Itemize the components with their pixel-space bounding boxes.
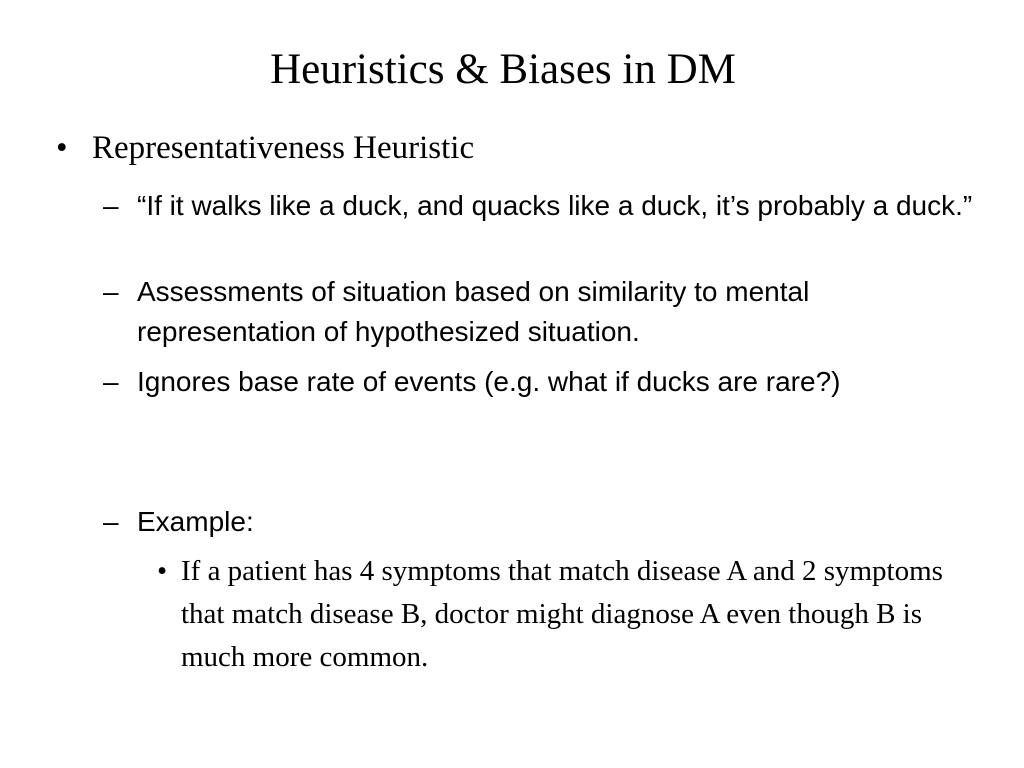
example-text: If a patient has 4 symptoms that match disease A and 2 symptoms that match disease B, doctor might diagnose A even though B is much more common.: [181, 555, 943, 673]
dash-marker: –: [103, 276, 119, 307]
slide-title: Heuristics & Biases in DM: [270, 46, 736, 93]
bullet-text: Representativeness Heuristic: [92, 130, 475, 166]
sub-item-assessments: [103, 272, 983, 352]
sub-item-text: Assessments of situation based on similarity to mental representation of hypothesized situation.: [137, 276, 810, 347]
sub-item-text: “If it walks like a duck, and quacks like a duck, it’s probably a duck.”: [137, 190, 973, 221]
sub-item-text: Ignores base rate of events (e.g. what if ducks are rare?): [137, 366, 841, 397]
sub-item-duck-quote: [103, 186, 983, 226]
dash-marker: –: [103, 366, 119, 397]
sub-item-example: [103, 502, 983, 542]
dash-marker: –: [103, 506, 119, 537]
sub-item-base-rate: [103, 362, 923, 402]
bullet-marker: •: [157, 555, 168, 587]
example-bullet: [157, 550, 977, 679]
dash-marker: –: [103, 190, 119, 221]
sub-item-text: Example:: [137, 506, 254, 537]
bullet-marker: •: [56, 130, 68, 166]
